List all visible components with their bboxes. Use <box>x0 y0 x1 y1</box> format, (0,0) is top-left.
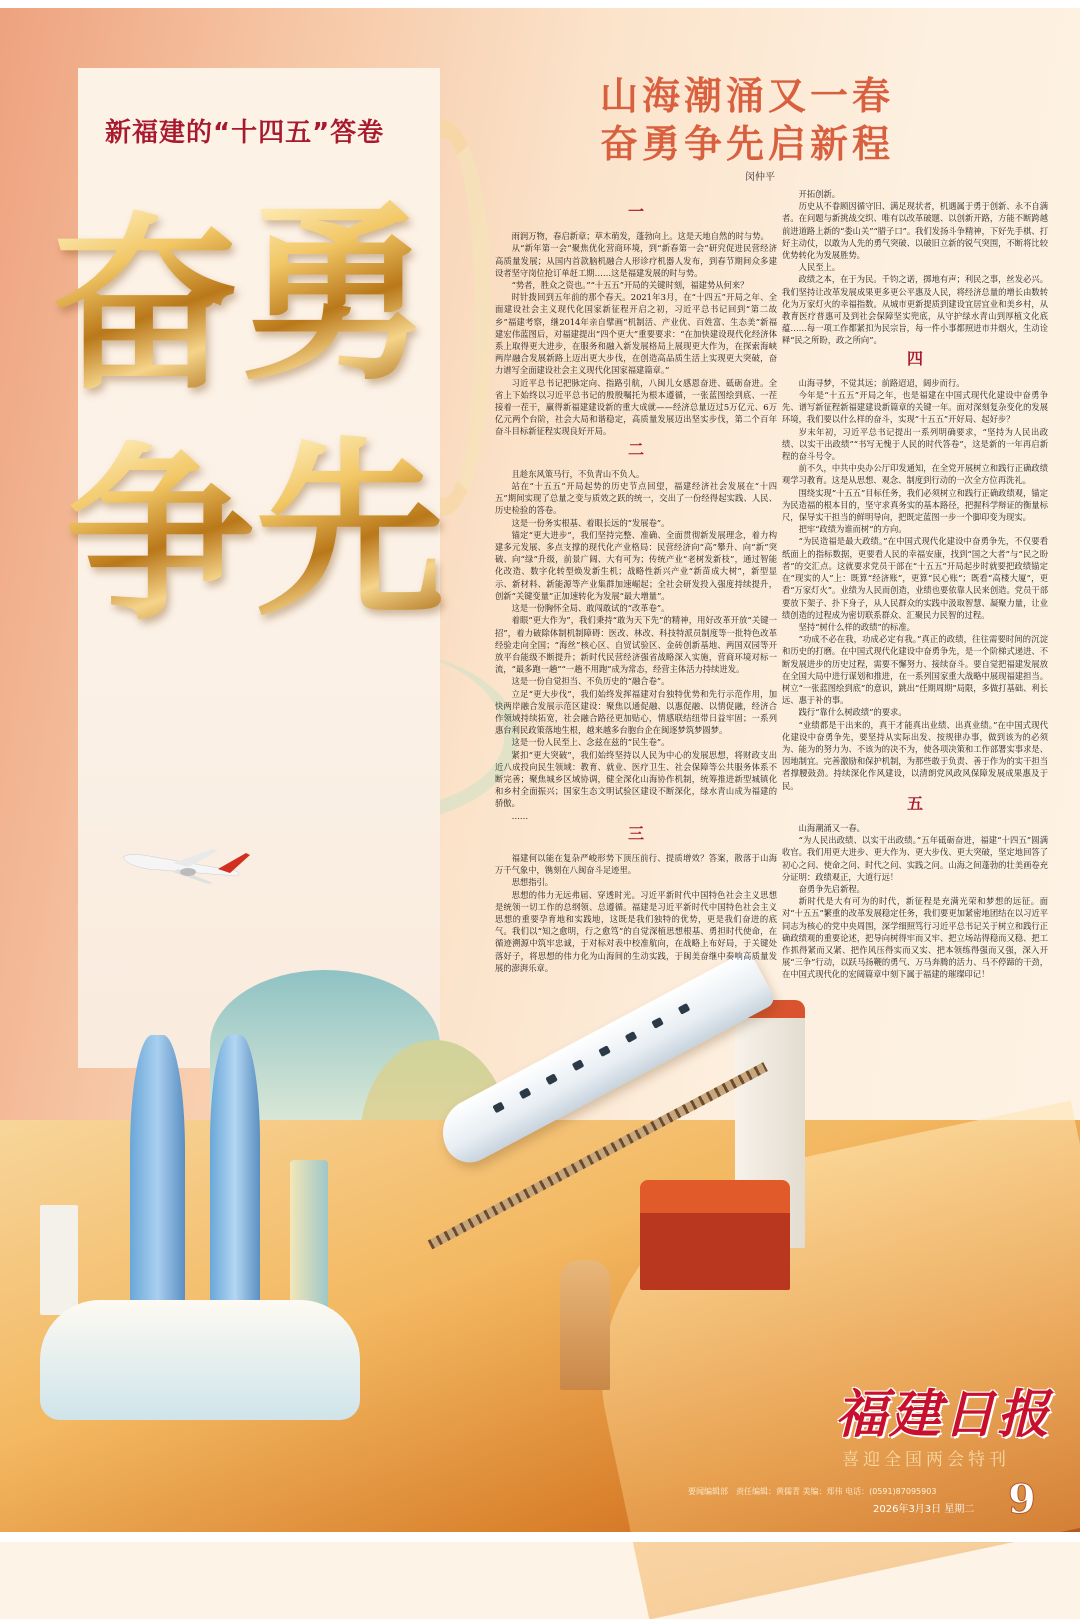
paragraph: 思想的伟力无远弗届、穿透时光。习近平新时代中国特色社会主义思想是统领一切工作的总纲领、总遵循。福建是习近平新时代中国特色社会主义思想的重要孕育地和实践地，这既是我们独特的优势，更是我们奋进的底气。我们以“知之愈明，行之愈笃”的自觉深植思想根基、勇担时代使命，在循迹溯源中筑牢忠诚，于对标对表中校准航向，在战略上布好局，于关键处落好子，将思想的伟力化为山海间的生动实践，于闽美奋继中奏响高质量发展的澎湃乐章。 <box>495 889 777 973</box>
paragraph: 习近平总书记把脉定向、指路引航，八闽儿女感恩奋进、砥砺奋进。全省上下始终以习近平总书记的殷殷嘱托为根本遵循，一张蓝图绘到底、一茬接着一茬干，赢得新福建建设新的重大成就——经济总量迈过5万亿元、6万亿元两个台阶，社会大局和谐稳定，高质量发展迈出坚实步伐，第二个百年奋斗目标新征程实现良好开局。 <box>495 377 777 437</box>
section-number: 四 <box>906 348 923 368</box>
headline-line-1: 山海潮涌又一春 <box>600 74 895 118</box>
paragraph: 新时代是大有可为的时代，新征程是充满光荣和梦想的远征。面对“十五五”繁重的改革发展稳定任务，我们要更加紧密地团结在以习近平同志为核心的党中央周围，深学细照笃行习近平总书记关于树立和践行正确政绩观的重要论述，把导向树得牢而又牢、把立场站得稳而又稳、把工作抓得紧而又紧、把作风压得实而又实、把本领练得强而又强，深入开展“三争”行动，以跃马扬鞭的勇气、万马奔腾的活力、马不停蹄的干劲，在中国式现代化的宏阔篇章中刻下属于福建的璀璨印记！ <box>782 896 1048 980</box>
hero-calligraphy <box>40 183 460 670</box>
paragraph: 时针拨回到五年前的那个春天。2021年3月，在“十四五”开局之年、全面建设社会主义现代化国家新征程开启之初，习近平总书记回到“第二故乡”福建考察，继2014年亲自擘画“机制活、产业优、百姓富、生态美”新福建宏伟蓝图后，对福建提出“四个更大”重要要求：“在加快建设现代化经济体系上取得更大进步，在服务和融入新发展格局上展现更大作为，在探索海峡两岸融合发展新路上迈出更大步伐，在创造高品质生活上实现更大突破，奋力谱写全面建设社会主义现代化国家福建篇章。” <box>495 292 777 376</box>
paragraph: 山海潮涌又一春。 <box>798 822 865 833</box>
stadium <box>40 1300 360 1420</box>
train-window <box>678 1003 691 1015</box>
twin-tower-left <box>130 1035 185 1325</box>
paragraph: 立足“更大步伐”，我们始终发挥福建对台独特优势和先行示范作用，加快两岸融合发展示范区建设：聚焦以通促融、以惠促融、以情促融，经济合作领域持续拓宽，社会融合路径更加贴心，情感联结纽带日益牢固；一系列惠台利民政策落地生根，越来越多台胞台企在闽逐梦筑梦圆梦。 <box>495 688 777 736</box>
paragraph: 紧扣“更大突破”，我们始终坚持以人民为中心的发展思想，将财政支出近八成投向民生领域：教育、就业、医疗卫生、社会保障等公共服务体系不断完善；聚焦城乡区域协调，健全深化山海协作机制，统筹推进新型城镇化和乡村全面振兴；国家生态文明试验区建设不断深化，绿水青山成为福建的骄傲。 <box>495 749 777 809</box>
paragraph: 坚持“树什么样的政绩”的标准。 <box>798 621 915 632</box>
hero-char: 争 <box>65 423 256 646</box>
section-number: 一 <box>627 202 644 221</box>
paragraph: 从“新年第一会”聚焦优化营商环境，到“新春第一会”研究促进民营经济高质量发展；从国内首款脑机融合人形诊疗机器人发布，到春节期间众多建设者坚守岗位抢订单赶工期……这是福建发展的时与势。 <box>495 243 777 278</box>
paragraph: 且趁东风策马行，不负青山不负人。 <box>511 468 645 479</box>
building <box>40 1205 78 1315</box>
train-window <box>492 1102 505 1114</box>
paragraph: 围绕实现“十五五”目标任务，我们必须树立和践行正确政绩观，锚定为民造福的根本目的，坚守求真务实的基本路径，把握科学辩证的衡量标尺，保导实干担当的鲜明导向，把既定蓝图一步一个脚印变为现实。 <box>782 487 1048 523</box>
paragraph: 政绩之本，在于为民。千钧之诺，掷地有声；利民之事，丝发必兴。我们坚持让改革发展成果更多更公平惠及人民，将经济总量的增长由数转化为万家灯火的幸福指数。从城市更新提质到建设宜居宜业和美乡村，从教育医疗普惠可及到社会保障坚实兜底，从守护绿水青山到厚植文化底蕴……每一项工作都紧扣为民宗旨，每一件小事都照进市井烟火，生动诠释“民之所盼，政之所向”。 <box>782 274 1048 346</box>
editorial-credits: 要闻编辑部 责任编辑：黄儒青 美编：郑伟 电话：(0591)87095903 <box>688 1487 937 1496</box>
issue-date: 2026年3月3日 星期二 <box>873 1504 975 1515</box>
pagoda <box>560 1260 610 1390</box>
paragraph: 这是一份胸怀全局、敢闯敢试的“改革卷”。 <box>511 603 670 614</box>
section-number: 二 <box>627 439 644 459</box>
twin-tower-right <box>210 1035 260 1305</box>
page-number: 9 <box>1008 1476 1036 1523</box>
series-kicker: 新福建的“十四五”答卷 <box>105 118 385 148</box>
hero-char: 先 <box>255 418 446 641</box>
train-window <box>519 1087 532 1099</box>
paragraph: 前不久，中共中央办公厅印发通知，在全党开展树立和践行正确政绩观学习教育。这是从思想、观念、制度到行动的一次全方位再洗礼。 <box>782 463 1048 486</box>
paragraph: 这是一份自觉担当、不负历史的“融合卷”。 <box>511 676 670 687</box>
paragraph: …… <box>511 810 529 821</box>
headline-line-2: 奋勇争先启新程 <box>600 122 895 166</box>
paragraph: 人民至上。 <box>798 262 841 273</box>
hero-char: 奋 <box>50 193 241 416</box>
article-column-right <box>782 188 1048 981</box>
paragraph: “势者，胜众之资也。”“十五五”开局的关键时刻，福建势从何来？ <box>511 280 749 291</box>
article-column-left <box>495 200 777 974</box>
paragraph: 福建何以能在复杂严峻形势下顶压前行、提质增效？答案，散落于山海万千气象中，镌刻在八闽奋斗足迹里。 <box>495 852 777 876</box>
paragraph: “业绩都是干出来的，真干才能真出业绩、出真业绩。”在中国式现代化建设中奋勇争先，要坚持从实际出发、按规律办事，做到该为的必须为、能为的努力为、不该为的决不为，使各项决策和工作部署实事求是、因地制宜。完善激励和保护机制，为那些敢于负责、善于作为的实干担当者撑腰鼓劲。持续深化作风建设，以清朗党风政风保障发展成果惠及于民。 <box>782 719 1048 791</box>
paragraph: “功成不必在我，功成必定有我。”真正的政绩，往往需要时间的沉淀和历史的打磨。在中国式现代化建设中奋勇争先，是一个阶梯式递进、不断发展进步的历史过程，需要不懈努力、接续奋斗。要自觉把福建发展放在全国大局中进行谋划和推进，在一系列国家重大战略中展现福建担当。树立“一张蓝图绘到底”的意识，跳出“任期周期”局限，多做打基础、利长远、惠于补的事。 <box>782 634 1048 706</box>
paragraph: 着眼“更大作为”，我们秉持“敢为天下先”的精神，用好改革开放“关键一招”，着力破除体制机制障碍：医改、林改、科技特派员制度等一批特色改革经验走向全国；“海丝”核心区、自贸试验区、金砖创新基地、两国双园等开放平台能级不断提升；新时代民营经济强省战略深入实施，营商环境对标一流，“最多跑一趟”“一趟不用跑”成为常态，经营主体活力持续迸发。 <box>495 615 777 675</box>
paragraph: 站在“十五五”开局起势的历史节点回望，福建经济社会发展在“十四五”期间实现了总量之变与质效之跃的统一，交出了一份经得起实践、人民、历史检验的答卷。 <box>495 481 777 516</box>
building <box>290 1160 328 1320</box>
airplane-illustration <box>118 845 258 885</box>
paragraph: 岁末年初，习近平总书记提出一系列明确要求，“坚持为人民出政绩、以实干出政绩”“书写无愧于人民的时代答卷”，这是新的一年再启新程的奋斗号令。 <box>782 426 1048 462</box>
paragraph: 这是一份人民至上、念兹在兹的“民生卷”。 <box>511 737 670 748</box>
paragraph: 践行“靠什么树政绩”的要求。 <box>798 707 907 718</box>
temple <box>640 1180 790 1290</box>
paragraph: 这是一份务实根基、着眼长远的“发展卷”。 <box>511 517 670 528</box>
paragraph: 奋勇争先启新程。 <box>798 883 865 894</box>
page-top-margin <box>0 0 1080 8</box>
paragraph: 历史从不眷顾因循守旧、满足现状者，机遇属于勇于创新、永不自满者。在问题与新挑战交织、唯有以改革破题、以创新开路，方能不断跨越前进道路上新的“娄山关”“腊子口”。我们发扬斗争精神，下好先手棋、打好主动仗，以敢为人先的勇气突破、以破旧立新的锐气突围，不断将比较优势转化为发展胜势。 <box>782 201 1048 261</box>
paragraph: 开拓创新。 <box>798 189 841 199</box>
page-bottom-margin <box>0 1532 1080 1542</box>
train-window <box>651 1017 664 1029</box>
paragraph: “为人民出政绩、以实干出政绩。”五年砥砺奋进，福建“十四五”圆满收官。我们用更大进步、更大作为、更大步伐、更大突破，坚定地回答了初心之问、使命之问、时代之问、实践之问。山海之间蓬勃的壮美画卷充分证明：政绩观正，大道行远！ <box>782 835 1048 882</box>
section-number: 三 <box>627 823 644 843</box>
special-issue-label: 喜迎全国两会特刊 <box>842 1450 1010 1470</box>
paragraph: “为民造福是最大政绩。”在中国式现代化建设中奋勇争先，不仅要看纸面上的指标数据，更要看人民的幸福安康，找到“国之大者”与“民之盼者”的交汇点。这就要求党员干部在“十五五”开局起步时就要把政绩锚定在“现实的人”上：既算“经济账”，更算“民心账”；既看“高楼大厦”，更看“万家灯火”。业绩为人民而创造，业绩也要依靠人民来创造。党员干部要放下架子、扑下身子，从人民群众的实践中汲取智慧、凝聚力量，让业绩创造的过程成为密切联系群众、汇聚民力民智的过程。 <box>782 536 1048 620</box>
train-window <box>572 1059 585 1071</box>
paragraph: 锚定“更大进步”，我们坚持完整、准确、全面贯彻新发展理念，着力构建多元发展、多点支撑的现代化产业格局：民营经济向“高”攀升、向“新”突破、向“绿”升级，前景广阔、大有可为；传统产业“老树发新枝”，通过智能化改造、数字化转型焕发新生机；战略性新兴产业“新苗成大树”，新型显示、新材料、新能源等产业集群加速崛起；全社会研发投入强度持续提升，创新“关键变量”正加速转化为发展“最大增量”。 <box>495 529 777 601</box>
newspaper-masthead: 福建日报 <box>835 1384 1052 1445</box>
train-window <box>598 1045 611 1057</box>
paragraph: 把牢“政绩为谁而树”的方向。 <box>798 524 907 535</box>
paragraph: 山海寻梦，不觉其远；前路迢迢，阔步而行。 <box>798 377 965 388</box>
section-number: 五 <box>906 793 923 813</box>
author-byline: 闵仲平 <box>745 172 775 183</box>
hero-char: 勇 <box>240 183 431 406</box>
paragraph: 今年是“十五五”开局之年，也是福建在中国式现代化建设中奋勇争先、谱写新征程新福建建设新篇章的关键一年。面对深刻复杂变化的发展环境，我们要以什么样的奋斗，实现“十五五”开好局、起好步？ <box>782 390 1048 425</box>
train-window <box>545 1073 558 1085</box>
paragraph: 雨润万物，春启新章；草木萌发，蓬勃向上。这是天地自然的时与势。 <box>511 231 769 242</box>
train-window <box>625 1031 638 1043</box>
paragraph: 思想指引。 <box>511 877 554 888</box>
article-headline <box>600 72 960 168</box>
